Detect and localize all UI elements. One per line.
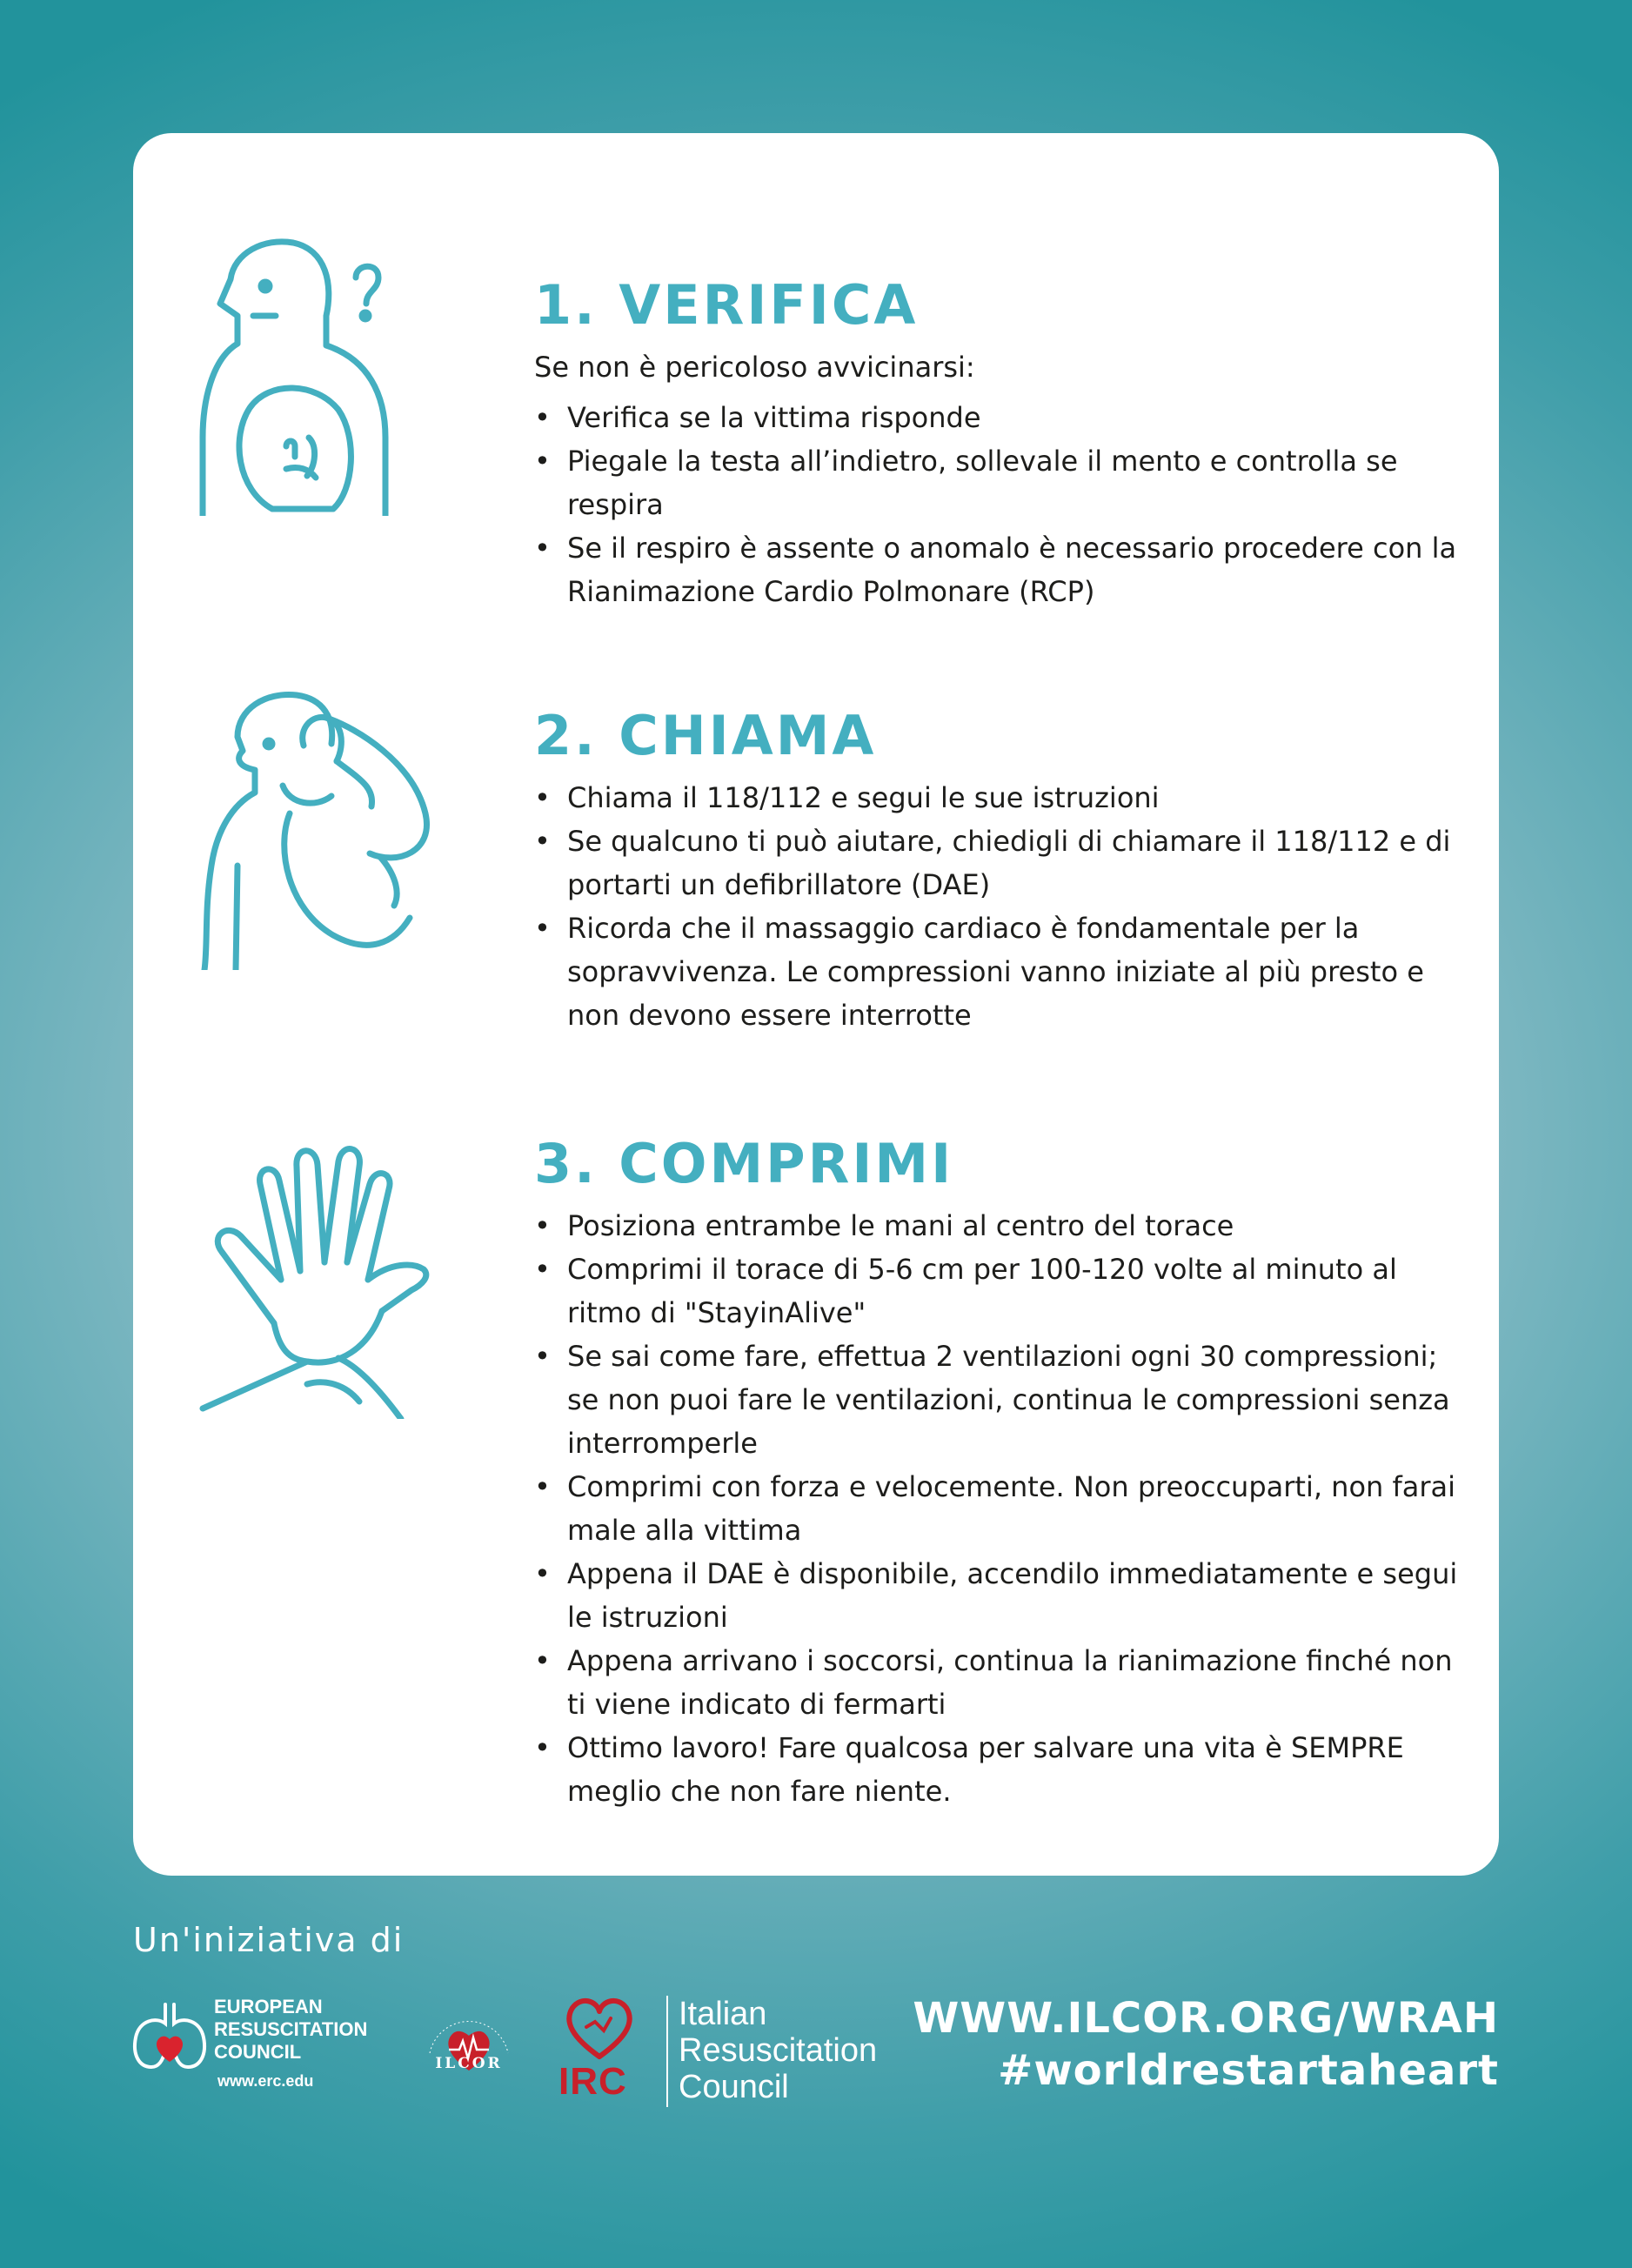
irc-heart-icon [560, 1992, 639, 2062]
list-item: • Ricorda che il massaggio cardiaco è fondamentale per la sopravvivenza. Le compressioni vanno iniziate al più presto e non devono essere interrotte [534, 907, 1465, 1037]
section-title: 3. COMPRIMI [534, 1132, 954, 1195]
ilcor-logo [414, 1992, 524, 2105]
list-item: • Ottimo lavoro! Fare qualcosa per salvare una vita è SEMPRE meglio che non fare niente. [534, 1726, 1465, 1813]
ilcor-seal-icon [414, 1992, 524, 2105]
ilcor-abbr: ILCOR [435, 2055, 503, 2072]
initiative-label: Un'iniziativa di [133, 1921, 405, 1959]
erc-lungs-heart-icon [130, 1997, 209, 2076]
list-item: • Piegale la testa all’indietro, sollevale il mento e controlla se respira [534, 439, 1465, 526]
erc-line2: RESUSCITATION [214, 2018, 368, 2040]
irc-abbr: IRC [558, 2060, 627, 2103]
list-item: • Chiama il 118/112 e segui le sue istruzioni [534, 776, 1465, 820]
section-title: 2. CHIAMA [534, 704, 877, 767]
erc-logo [130, 1992, 391, 2105]
erc-line3: COUNCIL [214, 2041, 302, 2063]
irc-line1: Italian [679, 1996, 767, 2032]
hashtag: #worldrestartaheart [998, 2046, 1499, 2095]
list-item: • Appena il DAE è disponibile, accendilo immediatamente e segui le istruzioni [534, 1552, 1465, 1639]
erc-line1: EUROPEAN [214, 1996, 323, 2017]
list-item: • Se il respiro è assente o anomalo è necessario procedere con la Rianimazione Cardio Polmonare (RCP) [534, 526, 1465, 613]
list-item: • Appena arrivano i soccorsi, continua la rianimazione finché non ti viene indicato di fermarti [534, 1639, 1465, 1726]
person-checking-icon [185, 229, 455, 516]
list-item: • Posiziona entrambe le mani al centro del torace [534, 1204, 1465, 1248]
web-links [913, 1992, 1499, 2097]
list-item: • Comprimi con forza e velocemente. Non preoccuparti, non farai male alla vittima [534, 1465, 1465, 1552]
person-phone-icon [185, 683, 455, 970]
hands-compression-icon [185, 1132, 455, 1419]
website-link[interactable]: WWW.ILCOR.ORG/WRAH [913, 1994, 1499, 2043]
irc-divider [666, 1996, 668, 2107]
section-intro: Se non è pericoloso avvicinarsi: [534, 351, 975, 384]
section-title: 1. VERIFICA [534, 273, 919, 337]
list-item: • Comprimi il torace di 5-6 cm per 100-120 volte al minuto al ritmo di "StayinAlive" [534, 1248, 1465, 1335]
instruction-card [133, 133, 1499, 1876]
irc-line2: Resuscitation [679, 2032, 878, 2069]
list-item: • Se sai come fare, effettua 2 ventilazioni ogni 30 compressioni; se non puoi fare le ventilazioni, continua le compressioni senza interromperle [534, 1335, 1465, 1465]
irc-line3: Council [679, 2069, 789, 2105]
irc-logo [557, 1990, 905, 2112]
list-item: • Verifica se la vittima risponde [534, 396, 1465, 439]
list-item: • Se qualcuno ti può aiutare, chiedigli di chiamare il 118/112 e di portarti un defibrillatore (DAE) [534, 820, 1465, 907]
erc-url: www.erc.edu [217, 2072, 314, 2090]
